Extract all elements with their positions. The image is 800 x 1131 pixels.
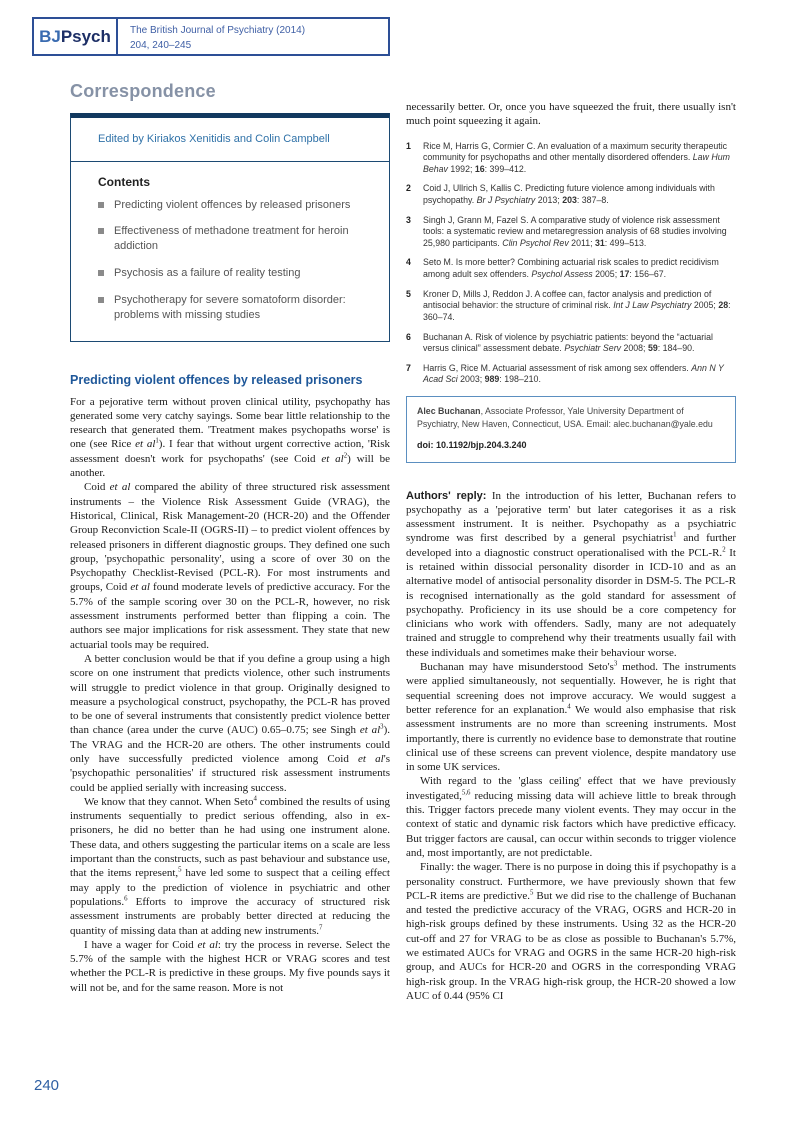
author-affiliation-box: [406, 396, 736, 463]
reference-text: Harris G, Rice M. Actuarial assessment of risk among sex offenders. Ann N Y Acad Sci 2003; 989: 198–210.: [423, 362, 724, 385]
letter-paragraph: We know that they cannot. When Seto$^4$ combined the results of using instruments sequentially to predict serious offending, also in ex-prisoners, he did no better than he had using one instrument alone. These data, and others suggesting the particular items on a scale are less important than the constructs, such as past behaviour and substance use, that the items represent,$^5$ have led some to suspect that a ceiling effect may apply to the prediction of violence in psychiatric and other populations.$^6$ Efforts to improve the accuracy of structured risk assessment instruments are probably better directed at reducing the quantity of missing data than at adding new instruments.$^7$: [70, 795, 390, 937]
logo-psych-text: Psych: [60, 26, 111, 46]
reference-item: [406, 183, 736, 206]
contents-heading: Contents: [98, 174, 150, 189]
letter-title: Predicting violent offences by released prisoners: [70, 372, 363, 387]
square-bullet-icon: [98, 297, 104, 303]
reference-item: [406, 289, 736, 324]
reference-number: 1: [406, 140, 411, 151]
two-column-body: [70, 100, 736, 1003]
reply-paragraph: With regard to the 'glass ceiling' effect that we have previously investigated,$^{5,6}$ reducing missing data will achieve little to break through this. Trigger factors precede many violent events. They may occur in the context of static and dynamic risk factors which have predictive efficacy. But trigger factors are causal, can occur within seconds to trigger violence and, most importantly, are not predictable.: [406, 775, 736, 859]
square-bullet-icon: [98, 202, 104, 208]
contents-item: [98, 224, 377, 254]
reference-number: 5: [406, 288, 411, 299]
contents-item-label: Psychotherapy for severe somatoform disorder: problems with missing studies: [114, 293, 346, 321]
logo-bj-text: BJ: [39, 26, 61, 46]
letter-paragraph: I have a wager for Coid et al: try the process in reverse. Select the 5.7% of the sample with the highest HCR or VRAG scores and test whether the PCL-R is predictive in these groups. My five pounds says it will not be, and for the same reason. More is not: [70, 938, 390, 994]
page-number: 240: [34, 1077, 60, 1094]
reply-paragraph: Authors' reply: In the introduction of his letter, Buchanan refers to psychopathy as a 'pejorative term' but later categorises it as a risk assessment instrument. It is neither. Psychopathy as a psychiatric syndrome was first described by a general psychiatrist$^1$ and further developed into a diagnostic construct operationalised with the PCL-R.$^2$ It is retained within dissocial personality disorder in ICD-10 and as an alternative model of antisocial personality disorder in DSM-5. The PCL-R is recognised internationally as the gold standard for assessment of psychopathy. Proficiency in its use should be a core competency for clinicians who work with offenders. Sadly, many are not adequately trained and struggle to comprehend why their treatments usually fail with these individuals and sometimes make their behaviour worse.: [406, 489, 736, 659]
journal-volume-pages: 204, 240–245: [130, 40, 192, 51]
contents-item: [98, 198, 377, 213]
contents-list: [71, 162, 389, 341]
letter-paragraph: A better conclusion would be that if you define a group using a high score on one instrument that predicts violence, other such instruments will struggle to predict violence in that group. Originally designed to measure a psychological construct, psychopathy, the PCL-R has proved to be one of several instruments that consistently predict violence better than chance (area under the curve (AUC) 0.65–0.75; see Singh et $al^3$). The VRAG and the HCR-20 are others. The other instruments could only have successfully predicted violence among Coid et al's 'psychopathic personalities' if structured risk assessment instruments could be applied serially with increasing success.: [70, 652, 390, 794]
journal-title-line: The British Journal of Psychiatry (2014): [130, 25, 306, 36]
reference-item: [406, 215, 736, 250]
reply-paragraph: Buchanan may have misunderstood $Seto's^3$ method. The instruments were applied simultaneously, not sequentially. However, he is right that sequential screening does not improve accuracy. We would suggest a better reference for an explanation.$^4$ We would also emphasise that risk assessment instruments are no more than screening instruments. Most importantly, there is currently no evidence base to demonstrate that routine clinical use of these screens can prevent violence, despite mandatory use in some UK services.: [406, 660, 737, 774]
reference-number: 3: [406, 214, 411, 225]
contents-box: [70, 113, 390, 342]
left-column: [70, 100, 390, 1003]
reference-number: 2: [406, 183, 411, 194]
reference-item: [406, 257, 736, 280]
letter-continuation: necessarily better. Or, once you have squeezed the fruit, there usually isn't much point squeezing it again.: [406, 101, 736, 128]
contents-item-label: Effectiveness of methadone treatment for heroin addiction: [114, 225, 349, 253]
letter-paragraph: Coid et al compared the ability of three structured risk assessment instruments – the Violence Risk Assessment Guide (VRAG), the Historical, Clinical, Risk Management-20 (HCR-20) and the Offender Group Reconviction Scale-II (OGRS-II) – to predict violent offences by released prisoners in different diagnostic groups. They defined one such group, 'psychopathic personality', using a score of over 30 on the Psychopathy Checklist-Revised (PCL-R). For most instruments and groups, Coid et al found moderate levels of predictive accuracy. For the 5.7% of the sample scoring over 30 on the PCL-R, however, no risk assessment instruments performed better than flipping a coin. The authors see major implications for risk assessment. They state that new actuarial tools may be required.: [70, 481, 390, 651]
reference-item: [406, 363, 736, 386]
reference-text: Kroner D, Mills J, Reddon J. A coffee can, factor analysis and prediction of antisocial behavior: the structure of criminal risk. Int J Law Psychiatry 2005; 28: 360–74.: [423, 288, 731, 322]
journal-masthead: [32, 17, 390, 56]
contents-item-label: Psychosis as a failure of reality testing: [114, 267, 301, 280]
contents-item-label: Predicting violent offences by released prisoners: [114, 198, 351, 211]
reference-text: Coid J, Ullrich S, Kallis C. Predicting future violence among individuals with psychopathy. Br J Psychiatry 2013; 203: 387–8.: [423, 183, 715, 206]
author-affiliation: Alec Buchanan, Associate Professor, Yale University Department of Psychiatry, New Haven, Connecticut, USA. Email: alec.buchanan@yale.edu: [417, 405, 713, 429]
right-column: [406, 100, 736, 1003]
reference-text: Rice M, Harris G, Cormier C. An evaluation of a maximum security therapeutic community for psychopaths and other mentally disordered offenders. Law Hum Behav 1992; 16: 399–412.: [423, 140, 730, 174]
section-title: Correspondence: [70, 81, 216, 101]
reference-number: 6: [406, 331, 411, 342]
reference-number: 4: [406, 257, 411, 268]
doi-line: doi: 10.1192/bjp.204.3.240: [417, 440, 527, 451]
reference-number: 7: [406, 362, 411, 373]
reference-item: [406, 332, 736, 355]
square-bullet-icon: [98, 228, 104, 234]
letter-paragraph: For a pejorative term without proven clinical utility, psychopathy has generated some very catchy sayings. Some bear little relationship to the research that generated them. 'Treatment makes psychopaths worse' is one (see Rice et $al^1$). I fear that without urgent corrective action, 'Risk assessment doesn't work for psychopaths' (see Coid et $al^2$) will be another.: [70, 395, 390, 480]
reference-text: Singh J, Grann M, Fazel S. A comparative study of violence risk assessment tools: a systematic review and metaregression analysis of 68 studies involving 25,980 participants. Clin Psychol Rev 2011; 31: 499–513.: [423, 214, 727, 248]
reference-text: Seto M. Is more better? Combining actuarial risk scales to predict recidivism among adult sex offenders. Psychol Assess 2005; 17: 156–67.: [423, 257, 719, 280]
contents-item: [98, 293, 377, 323]
reply-paragraph: Finally: the wager. There is no purpose in doing this if psychopathy is a personality construct. Furthermore, we have previously shown that few PCL-R items are predictive.$^5$ But we did rise to the challenge of Buchanan and tested the predictive accuracy of the VRAG, OGRS and HCR-20 in high-risk groups defined by these instruments. Using 32 as the HCR-20 cut-off and 27 for VRAG to be as close as possible to Buchanan's 5.7%, we estimated AUCs for VRAG and OGRS in the same HCR-20 high-risk group, and AUCs for HCR-20 and OGRS in the corresponding VRAG high-risk group. In the VRAG high-risk group, the HCR-20 showed a low AUC of 0.44 (95% CI: [406, 861, 736, 1002]
edited-by-line: Edited by Kiriakos Xenitidis and Colin Campbell: [98, 133, 330, 145]
reference-list: [406, 141, 736, 386]
reference-item: [406, 141, 736, 176]
contents-item: [98, 266, 377, 281]
square-bullet-icon: [98, 270, 104, 276]
bjpsych-logo: [34, 19, 118, 54]
journal-citation: [118, 19, 317, 54]
reference-text: Buchanan A. Risk of violence by psychiatric patients: beyond the “actuarial versus clinical” assessment debate. Psychiatr Serv 2008; 59: 184–90.: [423, 331, 713, 354]
